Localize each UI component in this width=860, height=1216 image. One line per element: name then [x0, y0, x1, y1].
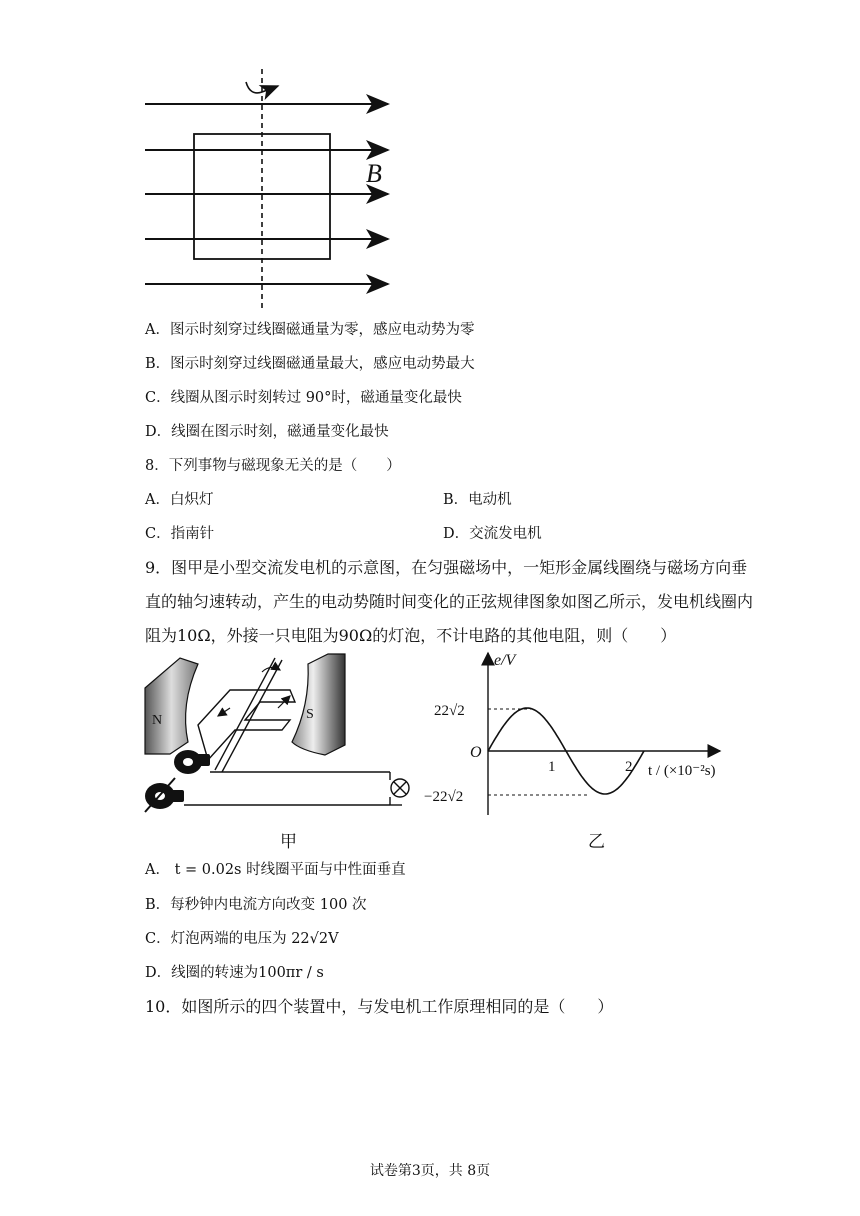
pole-n-label: N [152, 713, 163, 728]
x-tick-1: 1 [548, 759, 556, 775]
q8-option-a[interactable]: A．白炽灯 [145, 492, 214, 508]
q8-option-d[interactable]: D．交流发电机 [443, 526, 542, 542]
q7-option-b[interactable]: B．图示时刻穿过线圈磁通量最大，感应电动势最大 [145, 356, 475, 372]
generator-figure [140, 650, 420, 820]
q8-option-c[interactable]: C．指南针 [145, 526, 215, 542]
caption-jia: 甲 [280, 832, 297, 852]
brush [168, 790, 184, 802]
q9-option-a[interactable]: A． t = 0.02s 时线圈平面与中性面垂直 [145, 862, 406, 878]
brush [194, 754, 210, 766]
q9-option-d[interactable]: D．线圈的转速为100πr / s [145, 965, 324, 981]
q9-stem-line2: 直的轴匀速转动，产生的电动势随时间变化的正弦规律图象如图乙所示，发电机线圈内 [145, 592, 754, 611]
q9-option-c[interactable]: C．灯泡两端的电压为 22√2V [145, 931, 339, 947]
emf-chart [420, 645, 760, 825]
q9-option-b[interactable]: B．每秒钟内电流方向改变 100 次 [145, 897, 367, 913]
lamp-icon [391, 779, 409, 797]
y-axis-label: e/V [494, 652, 516, 669]
q10-stem: 10．如图所示的四个装置中，与发电机工作原理相同的是（ ） [145, 997, 614, 1016]
q8-stem: 8．下列事物与磁现象无关的是（ ） [145, 458, 401, 474]
ymax-label: 22√2 [434, 703, 465, 719]
q7-option-a[interactable]: A．图示时刻穿过线圈磁通量为零，感应电动势为零 [145, 322, 475, 338]
magnet-s [292, 654, 345, 755]
q8-option-b[interactable]: B．电动机 [443, 492, 512, 508]
field-label-b: B [366, 159, 382, 188]
magnet-n [145, 658, 198, 754]
q9-stem-line3: 阻为10Ω，外接一只电阻为90Ω的灯泡，不计电路的其他电阻，则（ ） [145, 626, 677, 645]
x-axis-label: t / (×10⁻²s) [648, 763, 716, 779]
ymin-label: −22√2 [424, 789, 464, 805]
q7-option-d[interactable]: D．线圈在图示时刻，磁通量变化最快 [145, 424, 389, 440]
page-footer: 试卷第3页，共 8页 [369, 1163, 491, 1179]
pole-s-label: S [306, 707, 314, 722]
origin-label: O [470, 744, 482, 761]
coil-field-figure [140, 64, 400, 314]
x-tick-2: 2 [625, 759, 633, 775]
q7-option-c[interactable]: C．线圈从图示时刻转过 90°时，磁通量变化最快 [145, 390, 462, 406]
caption-yi: 乙 [588, 832, 605, 852]
q9-stem-line1: 9．图甲是小型交流发电机的示意图，在匀强磁场中，一矩形金属线圈绕与磁场方向垂 [145, 558, 748, 577]
